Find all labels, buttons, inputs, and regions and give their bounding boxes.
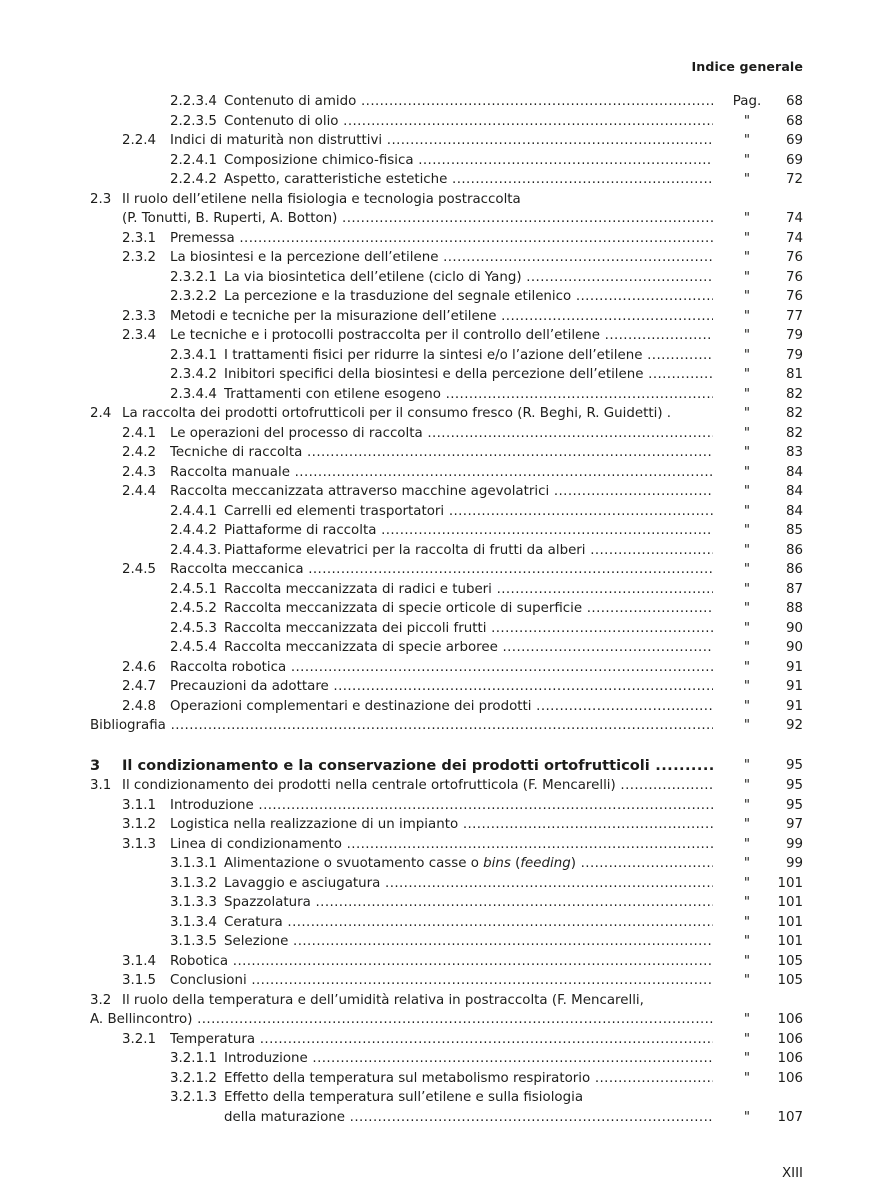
toc-entry-page-marker: " xyxy=(743,387,751,402)
toc-entry-page-marker: " xyxy=(743,582,751,597)
toc-entry xyxy=(0,424,896,443)
toc-entry-page-number: 106 xyxy=(777,1032,803,1047)
toc-entry-number: 2.2.4.2 xyxy=(170,172,217,187)
toc-entry-number: 3.1.1 xyxy=(122,798,157,813)
toc-entry-page-number: 84 xyxy=(785,504,803,519)
toc-entry-title: Alimentazione o svuotamento casse o bins (feeding) ..... xyxy=(224,854,713,873)
toc-entry-page-marker: " xyxy=(743,837,751,852)
toc-entry-page-marker: " xyxy=(743,621,751,636)
toc-entry-page-number: 83 xyxy=(785,445,803,460)
toc-entry-page-number: 106 xyxy=(777,1071,803,1086)
toc-entry-page-marker: Pag. xyxy=(732,94,762,109)
toc-entry xyxy=(0,463,896,482)
toc-entry-number: 2.4.1 xyxy=(122,426,157,441)
toc-entry xyxy=(0,815,896,834)
toc-entry-title: Conclusioni ..... xyxy=(170,971,713,990)
toc-entry xyxy=(0,854,896,873)
toc-entry-number: 2.3.4.4 xyxy=(170,387,217,402)
toc-entry xyxy=(0,385,896,404)
toc-entry-title: Indici di maturità non distruttivi ..... xyxy=(170,131,713,150)
toc-entry-title: La biosintesi e la percezione dell’etilene ..... xyxy=(170,248,713,267)
toc-entry-page-number: 91 xyxy=(785,679,803,694)
toc-entry-page-marker: " xyxy=(743,250,751,265)
toc-entry-page-number: 84 xyxy=(785,465,803,480)
toc-entry-title: Tecniche di raccolta ..... xyxy=(170,443,713,462)
toc-entry xyxy=(0,796,896,815)
toc-entry-number: 2.2.4 xyxy=(122,133,157,148)
toc-entry-page-number: 101 xyxy=(777,876,803,891)
toc-entry-page-number: 68 xyxy=(785,114,803,129)
toc-entry xyxy=(0,697,896,716)
toc-entry-number: 3.2.1 xyxy=(122,1032,157,1047)
toc-entry-number: 3.1.5 xyxy=(122,973,157,988)
toc-entry-number: 3.2.1.3 xyxy=(170,1090,217,1105)
toc-entry xyxy=(0,874,896,893)
toc-entry-page-marker: " xyxy=(743,348,751,363)
toc-entry-page-number: 95 xyxy=(785,778,803,793)
toc-entry-page-number: 69 xyxy=(785,153,803,168)
running-header: Indice generale xyxy=(691,59,803,74)
toc-entry xyxy=(0,521,896,540)
toc-entry xyxy=(0,952,896,971)
toc-entry-title: Piattaforme elevatrici per la raccolta di frutti da alberi ..... xyxy=(224,541,713,560)
toc-entry xyxy=(0,502,896,521)
toc-entry-page-number: 85 xyxy=(785,523,803,538)
toc-entry xyxy=(0,248,896,267)
toc-entry-number: 2.4.2 xyxy=(122,445,157,460)
toc-entry-number: 2.4.5.1 xyxy=(170,582,217,597)
toc-entry-page-marker: " xyxy=(743,1110,751,1125)
toc-entry-page-number: 68 xyxy=(785,94,803,109)
toc-entry-title: Raccolta meccanizzata attraverso macchine agevolatrici ..... xyxy=(170,482,713,501)
toc-entry-page-marker: " xyxy=(743,679,751,694)
toc-entry-page-number: 95 xyxy=(785,758,803,773)
toc-entry xyxy=(0,92,896,111)
toc-entry-page-marker: " xyxy=(743,660,751,675)
toc-entry-number: 2.2.3.5 xyxy=(170,114,217,129)
toc-entry-page-marker: " xyxy=(743,954,751,969)
toc-entry xyxy=(0,287,896,306)
toc-entry-title: Logistica nella realizzazione di un impianto ..... xyxy=(170,815,713,834)
toc-entry-page-marker: " xyxy=(743,231,751,246)
toc-entry xyxy=(0,599,896,618)
toc-entry xyxy=(0,482,896,501)
toc-entry-page-number: 105 xyxy=(777,954,803,969)
toc-entry-number: 3.2 xyxy=(90,993,112,1008)
toc-entry xyxy=(0,170,896,189)
toc-entry-title: Le operazioni del processo di raccolta ..... xyxy=(170,424,713,443)
toc-entry-title: Metodi e tecniche per la misurazione dell’etilene ..... xyxy=(170,307,713,326)
toc-entry-page-number: 76 xyxy=(785,270,803,285)
toc-entry-title: Raccolta meccanizzata dei piccoli frutti ..... xyxy=(224,619,713,638)
toc-entry xyxy=(0,716,896,735)
toc-entry-page-marker: " xyxy=(743,523,751,538)
toc-entry-title: Raccolta meccanizzata di specie arboree ..... xyxy=(224,638,713,657)
toc-entry-title: Raccolta meccanizzata di radici e tuberi ..... xyxy=(224,580,713,599)
toc-entry xyxy=(0,326,896,345)
toc-entry-number: 2.3.4 xyxy=(122,328,157,343)
toc-entry-title: Contenuto di olio ..... xyxy=(224,112,713,131)
toc-entry-number: 3.1.2 xyxy=(122,817,157,832)
toc-entry-page-marker: " xyxy=(743,543,751,558)
toc-entry-page-number: 101 xyxy=(777,895,803,910)
toc-entry-page-number: 95 xyxy=(785,798,803,813)
toc-entry-number: 2.3.2.1 xyxy=(170,270,217,285)
toc-entry-page-number: 91 xyxy=(785,660,803,675)
toc-entry-number: 2.4.4 xyxy=(122,484,157,499)
toc-entry xyxy=(0,619,896,638)
toc-entry-title: La via biosintetica dell’etilene (ciclo di Yang) ..... xyxy=(224,268,713,287)
toc-entry-number: 3.1.3 xyxy=(122,837,157,852)
toc-entry-number: 2.4.5.4 xyxy=(170,640,217,655)
toc-entry-title: I trattamenti fisici per ridurre la sintesi e/o l’azione dell’etilene ..... xyxy=(224,346,713,365)
toc-entry-page-number: 88 xyxy=(785,601,803,616)
toc-entry-page-number: 86 xyxy=(785,562,803,577)
toc-entry-page-marker: " xyxy=(743,270,751,285)
toc-entry-page-marker: " xyxy=(743,817,751,832)
toc-entry-page-marker: " xyxy=(743,1032,751,1047)
toc-entry xyxy=(0,112,896,131)
toc-entry-number: 3.1.4 xyxy=(122,954,157,969)
toc-entry-title: Linea di condizionamento ..... xyxy=(170,835,713,854)
toc-entry-title: Temperatura ..... xyxy=(170,1030,713,1049)
toc-entry-title: Selezione ..... xyxy=(224,932,713,951)
toc-entry xyxy=(0,913,896,932)
toc-entry xyxy=(0,1030,896,1049)
toc-entry-title: La raccolta dei prodotti ortofrutticoli per il consumo fresco (R. Beghi, R. Guidetti) . xyxy=(122,406,672,421)
toc-entry-page-number: 105 xyxy=(777,973,803,988)
toc-entry-page-marker: " xyxy=(743,934,751,949)
toc-entry-page-marker: " xyxy=(743,778,751,793)
toc-entry-title: La percezione e la trasduzione del segnale etilenico ..... xyxy=(224,287,713,306)
toc-entry-number: 2.3 xyxy=(90,192,112,207)
toc-entry-title: Introduzione ..... xyxy=(224,1049,713,1068)
toc-entry-page-marker: " xyxy=(743,211,751,226)
toc-entry xyxy=(0,971,896,990)
toc-entry-number: 2.4.4.1 xyxy=(170,504,217,519)
toc-entry-title: Il condizionamento dei prodotti nella centrale ortofrutticola (F. Mencarelli) ..... xyxy=(122,776,713,795)
toc-entry-page-number: 82 xyxy=(785,426,803,441)
toc-entry-page-marker: " xyxy=(743,562,751,577)
toc-entry xyxy=(0,893,896,912)
toc-entry-number: 2.2.4.1 xyxy=(170,153,217,168)
toc-entry-title: Inibitori specifici della biosintesi e della percezione dell’etilene ..... xyxy=(224,365,713,384)
toc-entry-number: 3.1 xyxy=(90,778,112,793)
toc-entry xyxy=(0,1088,896,1107)
toc-entry-number: 3.1.3.2 xyxy=(170,876,217,891)
toc-entry-number: 2.2.3.4 xyxy=(170,94,217,109)
toc-entry-number: 2.4.4.2 xyxy=(170,523,217,538)
toc-entry-page-number: 99 xyxy=(785,856,803,871)
toc-entry-page-number: 79 xyxy=(785,328,803,343)
toc-entry-page-number: 91 xyxy=(785,699,803,714)
toc-entry-title: Trattamenti con etilene esogeno ..... xyxy=(224,385,713,404)
toc-entry xyxy=(0,229,896,248)
toc-entry-title: Raccolta manuale ..... xyxy=(170,463,713,482)
toc-entry-page-marker: " xyxy=(743,895,751,910)
toc-entry-page-number: 69 xyxy=(785,133,803,148)
toc-entry-page-marker: " xyxy=(743,973,751,988)
toc-entry-title: Robotica ..... xyxy=(170,952,713,971)
toc-entry-number: 2.3.1 xyxy=(122,231,157,246)
toc-entry-title: Raccolta robotica ..... xyxy=(170,658,713,677)
toc-entry-title: Premessa ..... xyxy=(170,229,713,248)
toc-entry xyxy=(0,991,896,1010)
toc-entry-page-number: 82 xyxy=(785,406,803,421)
toc-entry-page-marker: " xyxy=(743,504,751,519)
toc-entry xyxy=(0,1069,896,1088)
toc-entry-title: Composizione chimico-fisica ..... xyxy=(224,151,713,170)
toc-entry xyxy=(0,835,896,854)
toc-entry xyxy=(0,404,896,423)
toc-entry-title: Lavaggio e asciugatura ..... xyxy=(224,874,713,893)
toc-entry-page-marker: " xyxy=(743,406,751,421)
toc-entry-page-marker: " xyxy=(743,133,751,148)
toc-entry-number: 3.1.3.1 xyxy=(170,856,217,871)
toc-entry xyxy=(0,1010,896,1029)
toc-entry-page-marker: " xyxy=(743,718,751,733)
toc-entry xyxy=(0,365,896,384)
toc-entry-title: Il ruolo della temperatura e dell’umidità relativa in postraccolta (F. Mencarelli, xyxy=(122,993,644,1008)
toc-entry-title: Effetto della temperatura sull’etilene e sulla fisiologia xyxy=(224,1090,584,1105)
toc-entry xyxy=(0,1049,896,1068)
toc-entry xyxy=(0,209,896,228)
toc-entry-page-number: 87 xyxy=(785,582,803,597)
toc-entry-number: 2.3.2 xyxy=(122,250,157,265)
toc-entry-title: (P. Tonutti, B. Ruperti, A. Botton) ..... xyxy=(122,209,713,228)
toc-entry-title: Bibliografia ..... xyxy=(90,716,713,735)
toc-entry-page-marker: " xyxy=(743,758,751,773)
toc-entry-title: Le tecniche e i protocolli postraccolta per il controllo dell’etilene ..... xyxy=(170,326,713,345)
toc-entry-page-number: 107 xyxy=(777,1110,803,1125)
toc-entry-title: Precauzioni da adottare ..... xyxy=(170,677,713,696)
toc-entry xyxy=(0,268,896,287)
toc-entry-page-marker: " xyxy=(743,876,751,891)
toc-entry-number: 2.4 xyxy=(90,406,112,421)
toc-entry-page-marker: " xyxy=(743,1012,751,1027)
toc-entry-page-number: 99 xyxy=(785,837,803,852)
toc-entry-page-number: 74 xyxy=(785,231,803,246)
toc-entry-page-number: 84 xyxy=(785,484,803,499)
toc-entry-title: Contenuto di amido ..... xyxy=(224,92,713,111)
toc-entry xyxy=(0,638,896,657)
toc-entry-page-number: 76 xyxy=(785,289,803,304)
toc-entry xyxy=(0,1108,896,1127)
toc-entry-page-marker: " xyxy=(743,289,751,304)
toc-entry-title: Spazzolatura ..... xyxy=(224,893,713,912)
toc-entry-title: Piattaforme di raccolta ..... xyxy=(224,521,713,540)
toc-entry xyxy=(0,776,896,795)
chapter-heading xyxy=(0,756,896,775)
toc-entry-page-marker: " xyxy=(743,798,751,813)
toc-entry xyxy=(0,541,896,560)
toc-entry-number: 2.4.7 xyxy=(122,679,157,694)
toc-entry-number: 2.4.5 xyxy=(122,562,157,577)
toc-entry-number: 2.3.4.2 xyxy=(170,367,217,382)
toc-entry-page-marker: " xyxy=(743,1071,751,1086)
toc-entry-page-number: 77 xyxy=(785,309,803,324)
toc-entry-page-number: 74 xyxy=(785,211,803,226)
toc-entry-number: 2.4.5.2 xyxy=(170,601,217,616)
toc-entry-number: 2.3.3 xyxy=(122,309,157,324)
toc-entry-page-marker: " xyxy=(743,153,751,168)
toc-entry-page-number: 82 xyxy=(785,387,803,402)
toc-entry-page-marker: " xyxy=(743,367,751,382)
page-number: XIII xyxy=(781,1166,803,1181)
toc-entry xyxy=(0,560,896,579)
toc-entry-page-number: 106 xyxy=(777,1051,803,1066)
toc-entry-page-number: 90 xyxy=(785,621,803,636)
toc-entry-page-marker: " xyxy=(743,445,751,460)
toc-entry-title: Operazioni complementari e destinazione dei prodotti ..... xyxy=(170,697,713,716)
toc-entry-page-number: 92 xyxy=(785,718,803,733)
toc-entry-title: della maturazione ..... xyxy=(224,1108,713,1127)
toc-entry xyxy=(0,443,896,462)
toc-entry-number: 3.2.1.2 xyxy=(170,1071,217,1086)
toc-entry-page-marker: " xyxy=(743,172,751,187)
toc-entry xyxy=(0,346,896,365)
toc-entry-page-marker: " xyxy=(743,328,751,343)
toc-entry-page-marker: " xyxy=(743,699,751,714)
toc-entry xyxy=(0,677,896,696)
toc-entry-number: 2.4.4.3. xyxy=(170,543,222,558)
toc-entry-title: Effetto della temperatura sul metabolismo respiratorio ..... xyxy=(224,1069,713,1088)
toc-entry xyxy=(0,658,896,677)
toc-entry-number: 3.1.3.3 xyxy=(170,895,217,910)
toc-entry-page-marker: " xyxy=(743,426,751,441)
toc-entry xyxy=(0,151,896,170)
toc-entry-title: Il ruolo dell’etilene nella fisiologia e tecnologia postraccolta xyxy=(122,192,521,207)
toc-entry-page-marker: " xyxy=(743,856,751,871)
toc-entry-page-marker: " xyxy=(743,465,751,480)
toc-entry-title: A. Bellincontro) ..... xyxy=(90,1010,713,1029)
toc-entry-page-marker: " xyxy=(743,601,751,616)
toc-entry-title: Ceratura ..... xyxy=(224,913,713,932)
toc-entry-page-number: 72 xyxy=(785,172,803,187)
toc-entry xyxy=(0,580,896,599)
toc-entry-number: 2.4.3 xyxy=(122,465,157,480)
toc-entry-page-marker: " xyxy=(743,1051,751,1066)
toc-entry-number: 2.4.5.3 xyxy=(170,621,217,636)
toc-entry xyxy=(0,307,896,326)
toc-entry-page-marker: " xyxy=(743,114,751,129)
toc-entry-number: 2.3.2.2 xyxy=(170,289,217,304)
toc-entry-page-marker: " xyxy=(743,309,751,324)
toc-entry-page-marker: " xyxy=(743,484,751,499)
toc-entry-page-number: 101 xyxy=(777,934,803,949)
toc-entry-page-marker: " xyxy=(743,640,751,655)
toc-entry-page-marker: " xyxy=(743,915,751,930)
toc-entry-title: Raccolta meccanica ..... xyxy=(170,560,713,579)
toc-entry xyxy=(0,932,896,951)
toc-entry-title: Raccolta meccanizzata di specie orticole di superficie ..... xyxy=(224,599,713,618)
toc-entry-page-number: 81 xyxy=(785,367,803,382)
toc-entry-number: 2.3.4.1 xyxy=(170,348,217,363)
toc-entry-number: 3.2.1.1 xyxy=(170,1051,217,1066)
toc-entry-number: 2.4.6 xyxy=(122,660,157,675)
toc-entry xyxy=(0,190,896,209)
toc-entry-title: Introduzione ..... xyxy=(170,796,713,815)
toc-entry-page-number: 101 xyxy=(777,915,803,930)
toc-entry-page-number: 97 xyxy=(785,817,803,832)
toc-entry-page-number: 86 xyxy=(785,543,803,558)
toc-entry-title: Aspetto, caratteristiche estetiche ..... xyxy=(224,170,713,189)
toc-entry-number: 2.4.8 xyxy=(122,699,157,714)
toc-entry-title: Carrelli ed elementi trasportatori ..... xyxy=(224,502,713,521)
toc-entry-title: Il condizionamento e la conservazione dei prodotti ortofrutticoli ..... xyxy=(122,756,713,775)
toc-entry-number: 3.1.3.4 xyxy=(170,915,217,930)
toc-entry-page-number: 76 xyxy=(785,250,803,265)
toc-entry-page-number: 106 xyxy=(777,1012,803,1027)
toc-entry-number: 3 xyxy=(90,757,101,774)
toc-entry xyxy=(0,131,896,150)
toc-entry-number: 3.1.3.5 xyxy=(170,934,217,949)
toc-entry-page-number: 79 xyxy=(785,348,803,363)
toc-entry-page-number: 90 xyxy=(785,640,803,655)
